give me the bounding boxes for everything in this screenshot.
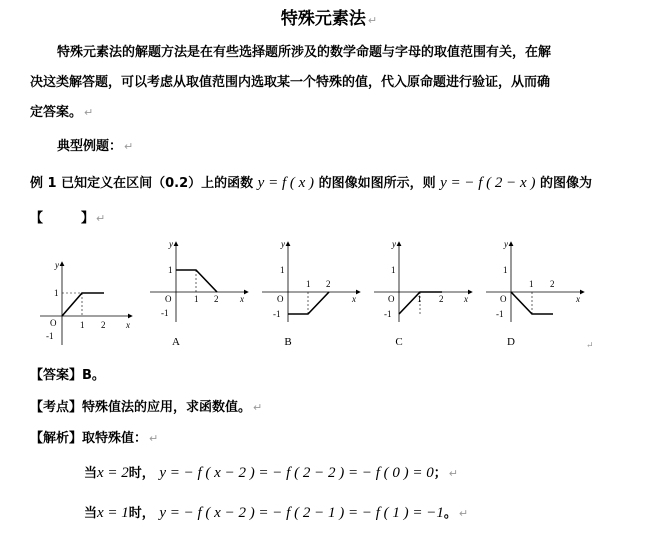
- svg-text:-1: -1: [46, 331, 54, 341]
- svg-text:-1: -1: [496, 309, 504, 319]
- answer-line: 【答案】B。: [30, 368, 105, 383]
- return-mark: ↵: [367, 14, 378, 27]
- graph-curve: [511, 292, 553, 314]
- svg-text:O: O: [50, 318, 57, 328]
- svg-text:x: x: [126, 320, 130, 330]
- svg-text:O: O: [388, 294, 395, 304]
- intro-line-1: 特殊元素法的解题方法是在有些选择题所涉及的数学命题与字母的取值范围有关，在解: [57, 45, 552, 60]
- answer-blank: 【 】 ↵: [30, 211, 106, 226]
- svg-text:y: y: [169, 239, 173, 249]
- option-label-a: A: [172, 336, 180, 348]
- graph-option-c: [374, 239, 472, 348]
- option-label-d: D: [507, 336, 515, 348]
- svg-text:1: 1: [503, 265, 508, 275]
- original-graph: [40, 260, 132, 345]
- graph-option-b: [262, 239, 360, 348]
- example-expr-2: y = − f ( 2 − x ): [440, 175, 536, 191]
- svg-text:-1: -1: [384, 309, 392, 319]
- svg-text:O: O: [500, 294, 507, 304]
- svg-text:2: 2: [550, 279, 555, 289]
- svg-text:y: y: [55, 260, 59, 270]
- typical-heading: 典型例题： ↵: [57, 139, 134, 154]
- svg-text:y: y: [504, 239, 508, 249]
- graph-curve: [288, 292, 329, 314]
- option-label-b: B: [284, 336, 292, 348]
- analysis-line: 【解析】取特殊值： ↵: [30, 431, 159, 446]
- svg-text:1: 1: [54, 288, 59, 298]
- svg-text:x: x: [576, 294, 580, 304]
- svg-text:x: x: [464, 294, 468, 304]
- option-label-c: C: [395, 336, 403, 348]
- svg-text:1: 1: [168, 265, 173, 275]
- svg-text:1: 1: [80, 320, 85, 330]
- svg-text:2: 2: [214, 294, 219, 304]
- option-graphs-figure: [0, 230, 658, 355]
- svg-text:2: 2: [439, 294, 444, 304]
- svg-text:2: 2: [326, 279, 331, 289]
- svg-text:y: y: [281, 239, 285, 249]
- svg-text:O: O: [165, 294, 172, 304]
- intro-line-3: 定答案。 ↵: [30, 105, 94, 120]
- graph-option-a: [150, 239, 248, 348]
- case-x-equals-1: 当x = 1时， y = − f ( x − 2 ) = − f ( 2 − 1 ) = − f ( 1 ) = −1。 ↵: [84, 505, 469, 521]
- point-line: 【考点】特殊值法的应用，求函数值。 ↵: [30, 400, 263, 415]
- return-mark: ↵: [586, 340, 594, 350]
- case1-equation: y = − f ( x − 2 ) = − f ( 2 − 2 ) = − f ( 0 ) = 0: [159, 465, 434, 481]
- svg-text:-1: -1: [273, 309, 281, 319]
- svg-text:-1: -1: [161, 308, 169, 318]
- svg-text:1: 1: [194, 294, 199, 304]
- case-x-equals-2: 当x = 2时， y = − f ( x − 2 ) = − f ( 2 − 2 ) = − f ( 0 ) = 0； ↵: [84, 465, 458, 481]
- svg-text:2: 2: [101, 320, 106, 330]
- svg-text:1: 1: [280, 265, 285, 275]
- svg-text:x: x: [352, 294, 356, 304]
- svg-text:O: O: [277, 294, 284, 304]
- svg-text:1: 1: [391, 265, 396, 275]
- svg-text:1: 1: [306, 279, 311, 289]
- example-expr-1: y = f ( x ): [257, 175, 315, 191]
- case2-equation: y = − f ( x − 2 ) = − f ( 2 − 1 ) = − f ( 1 ) = −1: [159, 505, 444, 521]
- graph-curve: [62, 293, 104, 316]
- graph-curve: [176, 270, 217, 292]
- svg-text:1: 1: [417, 294, 422, 304]
- svg-text:x: x: [240, 294, 244, 304]
- example-1-statement: 例 1 已知定义在区间（0.2）上的函数 y = f ( x ) 的图像如图所示，则 y = − f ( 2 − x ) 的图像为: [30, 175, 592, 191]
- page-title: 特殊元素法 ↵: [280, 9, 378, 29]
- svg-text:1: 1: [529, 279, 534, 289]
- graph-option-d: [486, 239, 584, 348]
- svg-text:y: y: [392, 239, 396, 249]
- intro-line-2: 决这类解答题，可以考虑从取值范围内选取某一个特殊的值，代入原命题进行验证，从而确: [30, 75, 551, 90]
